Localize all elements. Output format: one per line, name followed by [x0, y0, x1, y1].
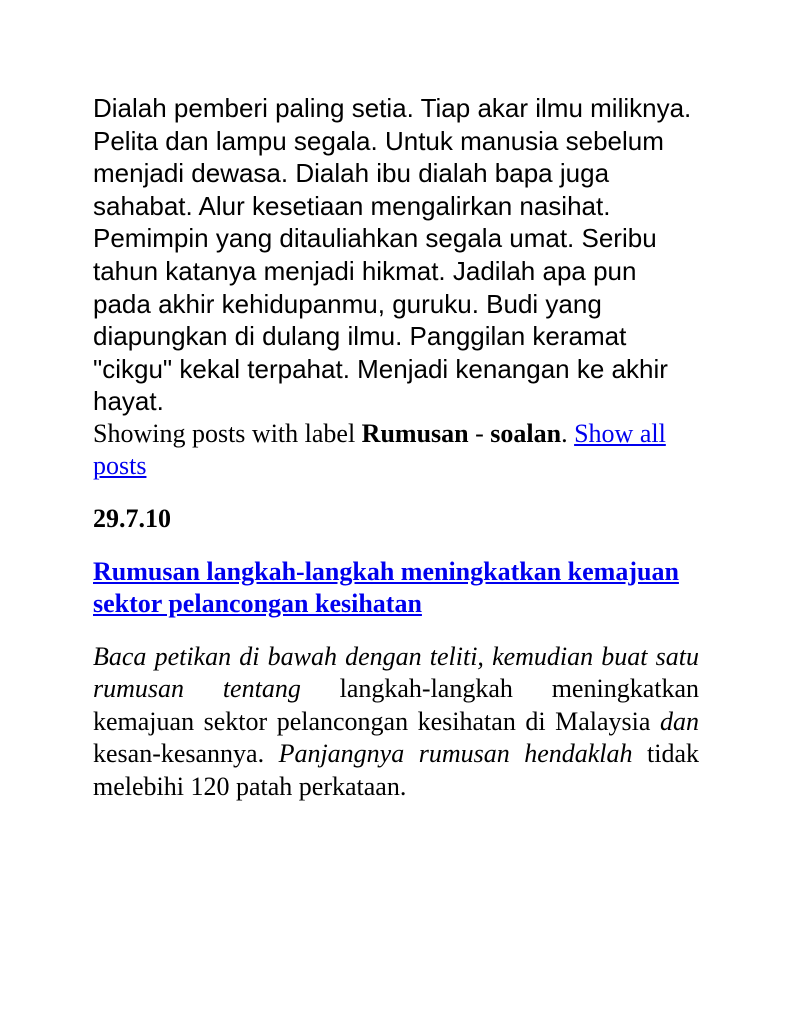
blog-page — [93, 92, 699, 803]
post-body-segment: Baca petikan di bawah dengan teliti, kemudian buat satu rumusan tentang — [93, 641, 699, 704]
label-filter-prefix: Showing posts with label — [93, 418, 362, 448]
label-period: . — [561, 418, 575, 448]
post-body-segment: dan — [660, 706, 699, 736]
post-body-segment: tidak melebihi 120 patah perkataan. — [93, 739, 699, 801]
post-title-link[interactable]: Rumusan langkah-langkah meningkatkan kemajuan sektor pelancongan kesihatan — [93, 556, 679, 619]
label-name-part2: soalan — [490, 418, 562, 448]
label-separator: - — [468, 418, 491, 448]
label-name-part1: Rumusan — [361, 418, 469, 448]
blog-description: Dialah pemberi paling setia. Tiap akar ilmu miliknya. Pelita dan lampu segala. Untuk manusia sebelum menjadi dewasa. Dialah ibu dialah bapa juga sahabat. Alur kesetiaan mengalirkan nasihat. Pemimpin yang ditauliahkan segala umat. Seribu tahun katanya menjadi hikmat. Jadilah apa pun pada akhir kehidupanmu, guruku. Budi yang diapungkan di dulang ilmu. Panggilan keramat "cikgu" kekal terpahat. Menjadi kenangan ke akhir hayat. — [93, 93, 692, 417]
post-body-segment: kesan-kesannya. — [93, 739, 279, 769]
post-body-segment: langkah-langkah meningkatkan kemajuan sektor pelancongan kesihatan di Malaysia — [93, 674, 699, 736]
post-date-header: 29.7.10 — [93, 503, 171, 533]
post-title — [93, 556, 699, 621]
label-filter-status — [93, 418, 699, 482]
post-body-segment: Panjangnya rumusan hendaklah — [278, 739, 633, 769]
show-all-posts-link[interactable]: Show all posts — [93, 418, 666, 480]
post-body — [93, 641, 699, 803]
